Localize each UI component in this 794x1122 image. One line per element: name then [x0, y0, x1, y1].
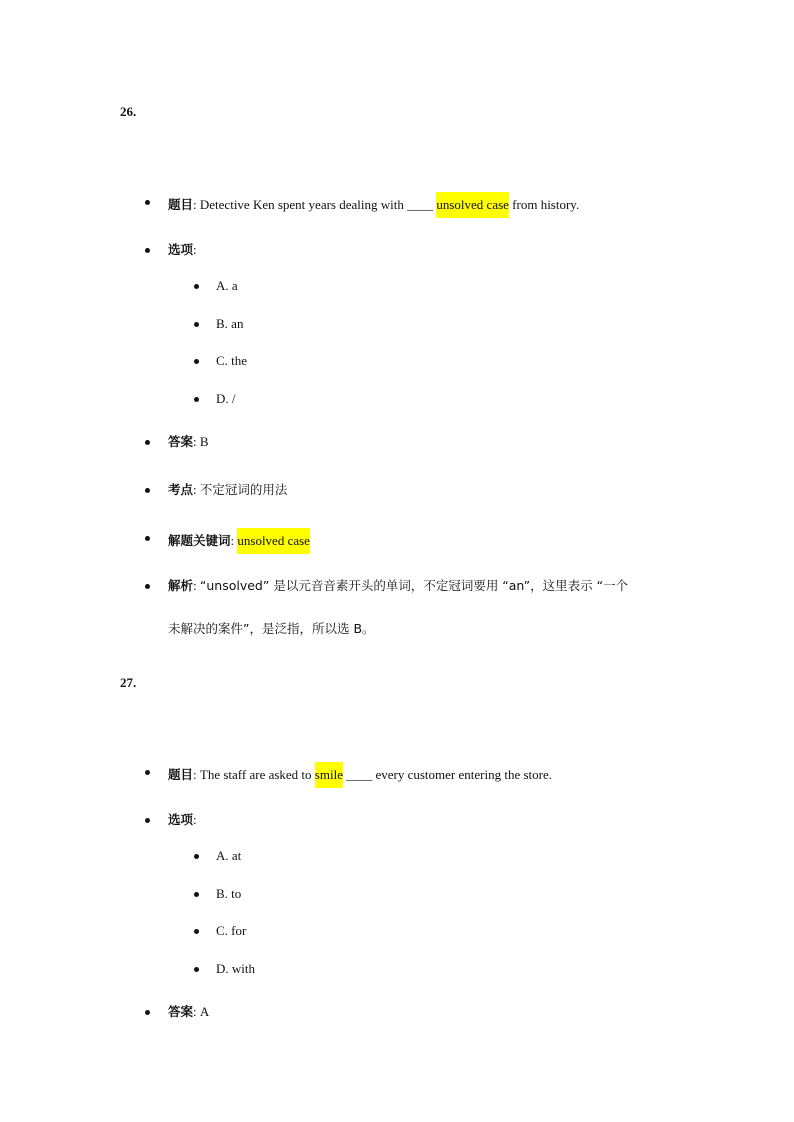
stem-text-end: from history. [508, 197, 580, 212]
bullet-icon [145, 248, 150, 253]
answer-label: 答案 [168, 1004, 194, 1019]
highlighted-phrase: unsolved case [436, 192, 509, 218]
option-item: B. an [216, 316, 244, 331]
bullet-icon [194, 929, 199, 934]
analysis-row [168, 576, 628, 596]
bullet-icon [194, 322, 199, 327]
label-colon: : [193, 434, 197, 449]
option-item: B. to [216, 886, 242, 901]
question-stem [168, 192, 579, 218]
option-item: C. the [216, 353, 248, 368]
bullet-icon [145, 440, 150, 445]
bullet-icon [194, 967, 199, 972]
option-item: A. a [216, 278, 238, 293]
question-number: 27. [120, 675, 137, 690]
option-item: D. with [216, 961, 255, 976]
bullet-icon [145, 584, 150, 589]
option-item: A. at [216, 848, 242, 863]
options-label: 选项 [168, 812, 194, 827]
bullet-icon [194, 359, 199, 364]
bullet-icon [145, 200, 150, 205]
stem-label: 题目 [168, 767, 194, 782]
stem-text: Detective Ken spent years dealing with ____ [199, 197, 437, 212]
test-point-value: 不定冠词的用法 [199, 482, 288, 497]
options-heading [168, 240, 197, 260]
bullet-icon [145, 818, 150, 823]
label-colon: : [193, 767, 197, 782]
stem-text-end: ____ every customer entering the store. [342, 767, 552, 782]
answer-value: B [199, 434, 209, 449]
label-colon: : [193, 242, 197, 257]
answer-row [168, 432, 209, 452]
test-point-row [168, 480, 287, 500]
test-point-label: 考点 [168, 482, 194, 497]
answer-value: A [199, 1004, 210, 1019]
analysis-text-continued: 未解决的案件”，是泛指，所以选 B。 [168, 621, 375, 636]
answer-row [168, 1002, 209, 1022]
label-colon: : [193, 812, 197, 827]
analysis-label: 解析 [168, 578, 194, 593]
bullet-icon [194, 854, 199, 859]
stem-text: The staff are asked to [199, 767, 315, 782]
analysis-text: “unsolved” 是以元音音素开头的单词，不定冠词要用 “an”，这里表示 “一个 [199, 578, 629, 593]
stem-label: 题目 [168, 197, 194, 212]
bullet-icon [145, 488, 150, 493]
answer-label: 答案 [168, 434, 194, 449]
bullet-icon [145, 770, 150, 775]
keyword-row [168, 528, 310, 554]
bullet-icon [194, 284, 199, 289]
option-item: C. for [216, 923, 247, 938]
label-colon: : [230, 533, 235, 548]
label-colon: : [193, 482, 197, 497]
option-item: D. / [216, 391, 236, 406]
label-colon: : [193, 578, 197, 593]
options-heading [168, 810, 197, 830]
highlighted-phrase: smile [315, 762, 343, 788]
options-label: 选项 [168, 242, 194, 257]
bullet-icon [145, 1010, 150, 1015]
question-number: 26. [120, 104, 137, 119]
label-colon: : [193, 1004, 197, 1019]
bullet-icon [145, 536, 150, 541]
question-stem [168, 762, 552, 788]
label-colon: : [193, 197, 197, 212]
keyword-highlight: unsolved case [237, 528, 310, 554]
bullet-icon [194, 892, 199, 897]
keyword-label: 解题关键词 [168, 533, 231, 548]
bullet-icon [194, 397, 199, 402]
